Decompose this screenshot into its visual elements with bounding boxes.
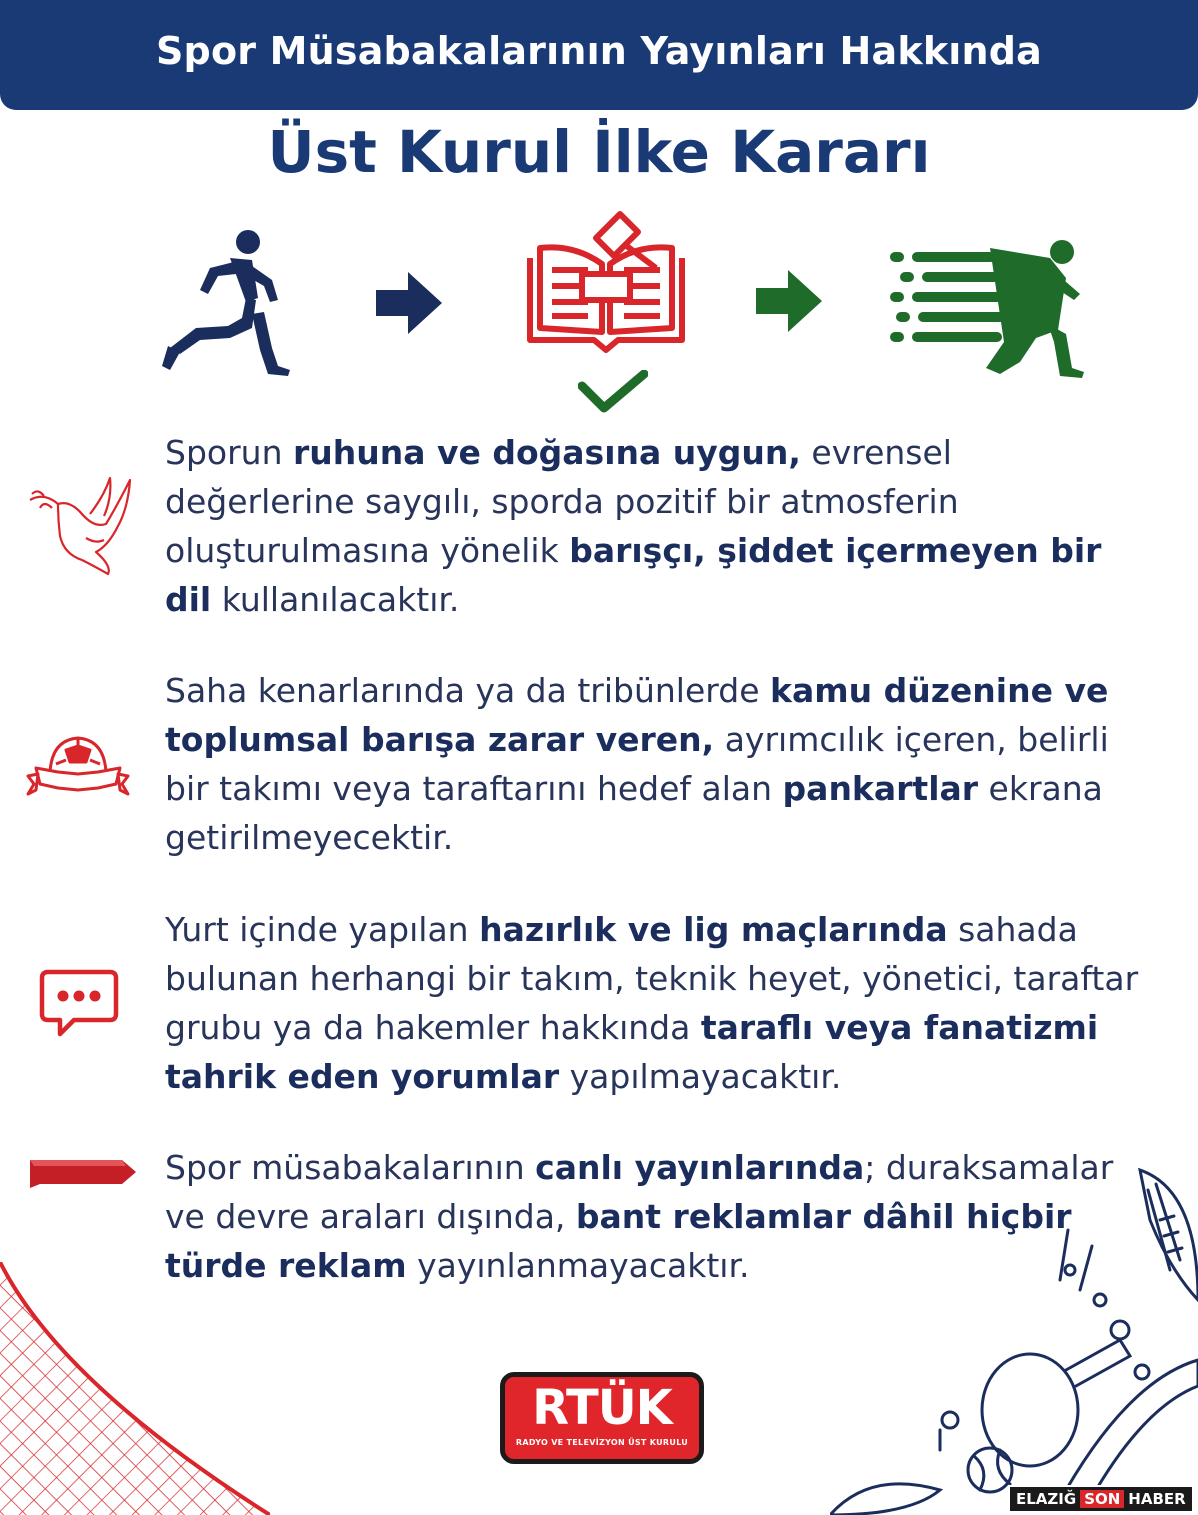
paragraph-bold: canlı yayınlarında bbox=[535, 1148, 865, 1187]
paragraph-text: Yurt içinde yapılan bbox=[165, 910, 480, 949]
arrow-right-icon bbox=[756, 270, 822, 332]
arrow-right-icon bbox=[376, 272, 442, 334]
watermark-part: SON bbox=[1080, 1490, 1124, 1508]
paragraph-text: Saha kenarlarında ya da tribünlerde bbox=[165, 671, 770, 710]
goal-net-decoration bbox=[0, 1262, 270, 1515]
paragraph-bold: kamu düzenine ve toplumsal barışa zarar veren, bbox=[165, 671, 1109, 759]
watermark-part: ELAZIĞ bbox=[1016, 1490, 1077, 1508]
paragraph-text: ; duraksamalar ve devre araları dışında, bbox=[165, 1148, 1114, 1236]
header-title: Spor Müsabakalarının Yayınları Hakkında bbox=[155, 29, 1043, 73]
dove-icon bbox=[24, 474, 136, 578]
paragraph-text: Sporun bbox=[165, 433, 293, 472]
paragraph-banners bbox=[165, 666, 1145, 862]
paragraph-text: evrensel değerlerine saygılı, sporda pozitif bir atmosferin oluşturulmasına yönelik bbox=[165, 433, 959, 570]
paragraph-text: ekrana getirilmeyecektir. bbox=[165, 769, 1103, 857]
paragraph-bold: ruhuna ve doğasına uygun, bbox=[292, 433, 801, 472]
page-subtitle: Üst Kurul İlke Kararı bbox=[267, 118, 931, 186]
paragraph-text: Spor müsabakalarının bbox=[165, 1148, 536, 1187]
paragraph-bold: pankartlar bbox=[782, 769, 979, 808]
watermark-part: HABER bbox=[1128, 1490, 1186, 1508]
rtuk-logo bbox=[500, 1372, 704, 1464]
check-icon bbox=[578, 370, 648, 416]
paragraph-text: yapılmayacaktır. bbox=[559, 1057, 842, 1096]
paragraph-bold: bant reklamlar dâhil hiçbir türde reklam bbox=[165, 1197, 1072, 1285]
runner-icon bbox=[160, 228, 295, 376]
rtuk-logo-text: RTÜK bbox=[532, 1380, 672, 1436]
chat-bubble-icon bbox=[38, 968, 120, 1038]
paragraph-bold: taraflı veya fanatizmi tahrik eden yorumlar bbox=[165, 1008, 1099, 1096]
paragraph-peaceful-language bbox=[165, 428, 1145, 624]
header-bar bbox=[0, 0, 1198, 110]
watermark bbox=[1008, 1485, 1194, 1513]
paragraph-bold: hazırlık ve lig maçlarında bbox=[479, 910, 948, 949]
ribbon-icon bbox=[26, 1156, 138, 1188]
paragraph-text: yayınlanmayacaktır. bbox=[406, 1246, 750, 1285]
paragraph-comments bbox=[165, 905, 1145, 1101]
flow-illustration bbox=[0, 200, 1198, 430]
football-banner-icon bbox=[26, 730, 130, 802]
paragraph-text: ayrımcılık içeren, belirli bir takımı veya taraftarını hedef alan bbox=[165, 720, 1109, 808]
sports-equipment-decoration bbox=[830, 1150, 1198, 1515]
rtuk-logo-subtitle: RADYO VE TELEVİZYON ÜST KURULU bbox=[515, 1438, 689, 1447]
law-book-gavel-icon bbox=[524, 208, 689, 356]
paragraph-text: sahada bulunan herhangi bir takım, teknik heyet, yönetici, taraftar grubu ya da hakemler hakkında bbox=[165, 910, 1139, 1047]
paragraph-text: kullanılacaktır. bbox=[211, 580, 460, 619]
speed-runner-icon bbox=[890, 238, 1090, 378]
paragraph-bold: barışçı, şiddet içermeyen bir dil bbox=[165, 531, 1102, 619]
